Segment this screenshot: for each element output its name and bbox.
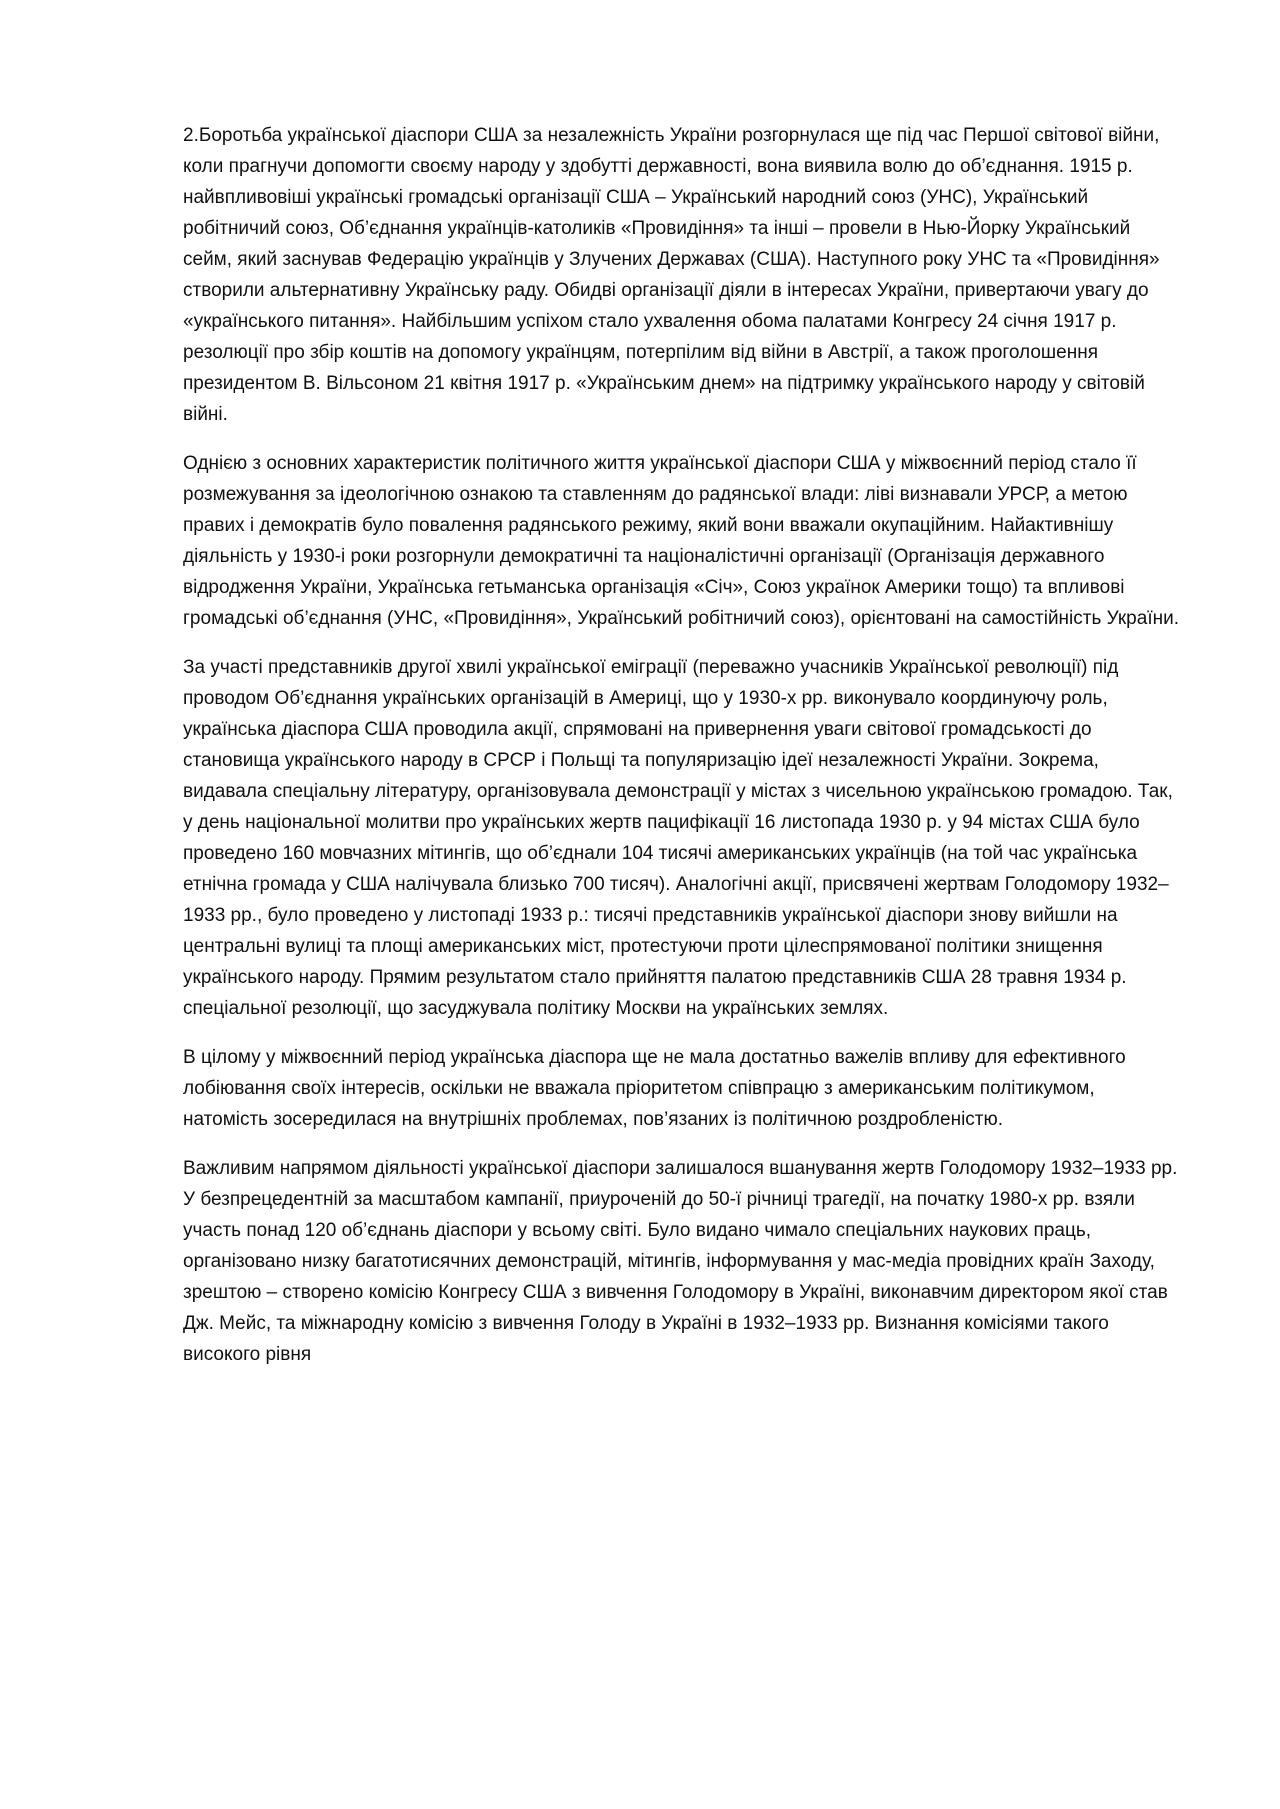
paragraph-2: Однією з основних характеристик політичного життя української діаспори США у міжвоєнний період стало її розмежування за ідеологічною ознакою та ставленням до радянської влади: ліві визнавали УРСР, а метою правих і демократів було повалення радянського режиму, який вони вважали окупаційним. Найактивнішу діяльність у 1930-і роки розгорнули демократичні та націоналістичні організації (Організація державного відродження України, Українська гетьманська організація «Січ», Союз українок Америки тощо) та впливові громадські об’єднання (УНС, «Провидіння», Український робітничий союз), орієнтовані на самостійність України. [183,453,1179,629]
paragraph-5: Важливим напрямом діяльності української діаспори залишалося вшанування жертв Голодомору 1932–1933 рр. У безпрецедентній за масштабом кампанії, приуроченій до 50-ї річниці трагедії, на початку 1980-х рр. взяли участь понад 120 об’єднань діаспори у всьому світі. Було видано чимало спеціальних наукових праць, організовано низку багатотисячних демонстрацій, мітингів, інформування у мас-медіа провідних країн Заходу, зрештою – створено комісію Конгресу США з вивчення Голодомору в Україні, виконавчим директором якої став Дж. Мейс, та міжнародну комісію з вивчення Голоду в Україні в 1932–1933 рр. Визнання комісіями такого високого рівня [183,1158,1178,1365]
paragraph-1: 2.Боротьба української діаспори США за незалежність України розгорнулася ще під час Першої світової війни, коли прагнучи допомогти своєму народу у здобутті державності, вона виявила волю до об’єднання. 1915 р. найвпливовіші українські громадські організації США – Український народний союз (УНС), Український робітничий союз, Об’єднання українців-католиків «Провидіння» та інші – провели в Нью-Йорку Український сейм, який заснував Федерацію українців у Злучених Державах (США). Наступного року УНС та «Провидіння» створили альтернативну Українську раду. Обидві організації діяли в інтересах України, привертаючи увагу до «українського питання». Найбільшим успіхом стало ухвалення обома палатами Конгресу 24 січня 1917 р. резолюції про збір коштів на допомогу українцям, потерпілим від війни в Австрії, а також проголошення президентом В. Вільсоном 21 квітня 1917 р. «Українським днем» на підтримку українського народу у світовій війні. [183,125,1160,425]
document-body [183,120,1183,1388]
paragraph-3: За участі представників другої хвилі української еміграції (переважно учасників Української революції) під проводом Об’єднання українських організацій в Америці, що у 1930-х рр. виконувало координуючу роль, українська діаспора США проводила акції, спрямовані на привернення уваги світової громадськості до становища українського народу в СРСР і Польщі та популяризацію ідеї незалежності України. Зокрема, видавала спеціальну літературу, організовувала демонстрації у містах з чисельною українською громадою. Так, у день національної молитви про українських жертв пацифікації 16 листопада 1930 р. у 94 містах США було проведено 160 мовчазних мітингів, що об’єднали 104 тисячі американських українців (на той час українська етнічна громада у США налічувала близько 700 тисяч). Аналогічні акції, присвячені жертвам Голодомору 1932–1933 рр., було проведено у листопаді 1933 р.: тисячі представників української діаспори знову вийшли на центральні вулиці та площі американських міст, протестуючи проти цілеспрямованої політики знищення українського народу. Прямим результатом стало прийняття палатою представників США 28 травня 1934 р. спеціальної резолюції, що засуджувала політику Москви на українських землях. [183,657,1173,1019]
paragraph-4: В цілому у міжвоєнний період українська діаспора ще не мала достатньо важелів впливу для ефективного лобіювання своїх інтересів, оскільки не вважала пріоритетом співпрацю з американським політикумом, натомість зосередилася на внутрішніх проблемах, пов’язаних із політичною роздробленістю. [183,1047,1126,1130]
